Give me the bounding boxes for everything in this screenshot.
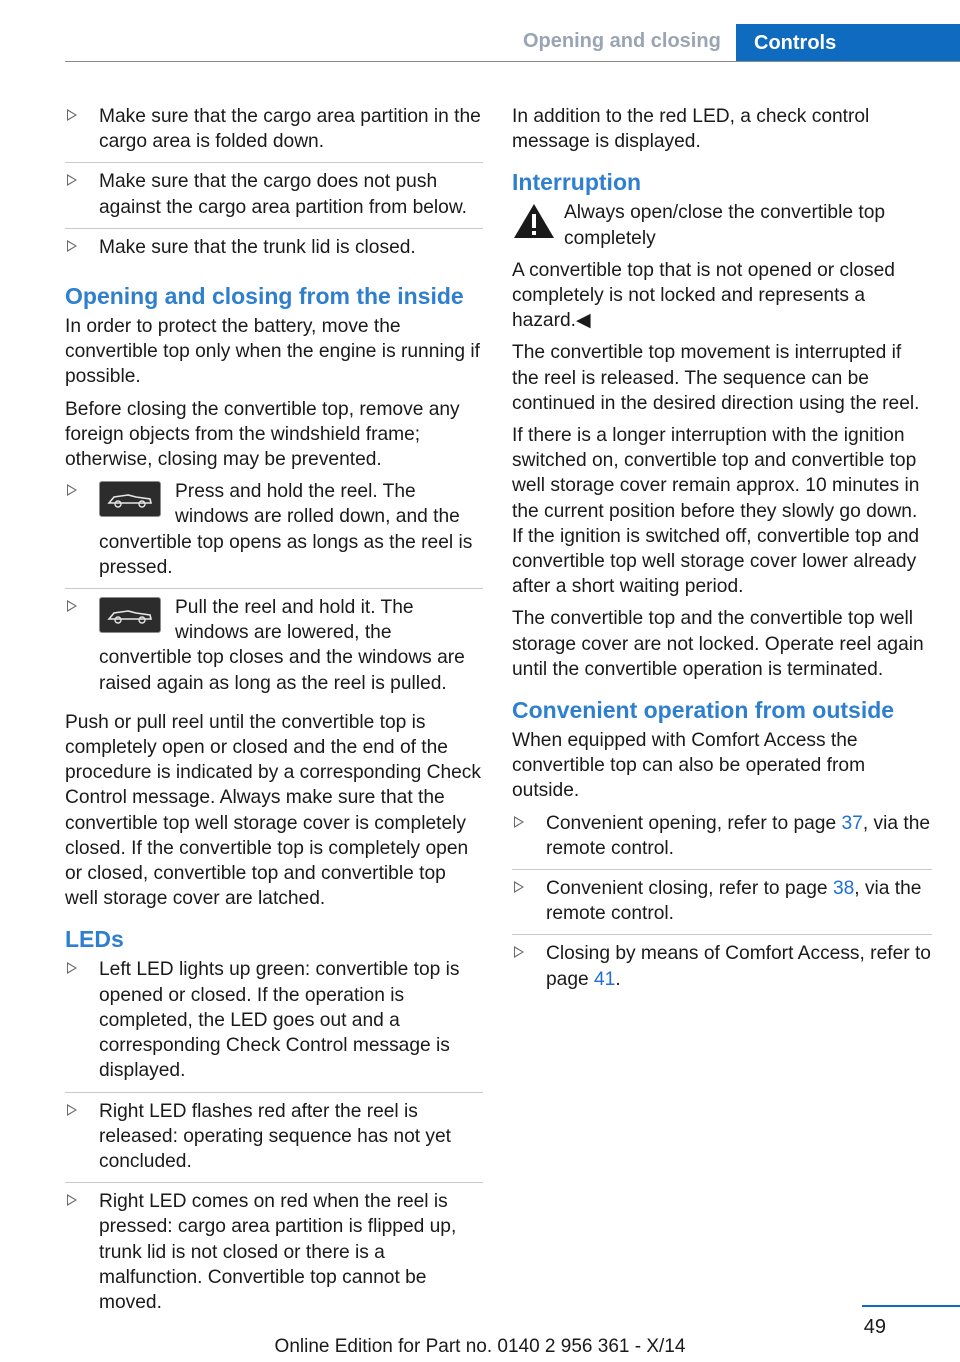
triangle-bullet-icon	[514, 816, 524, 828]
triangle-bullet-icon	[67, 1104, 77, 1116]
warning-title: Always open/close the convertible top completely	[564, 202, 886, 249]
paragraph: When equipped with Comfort Access the convertible top can also be operated from outside.	[512, 730, 866, 802]
warning-note	[512, 200, 932, 333]
paragraph: Before closing the convertible top, remove any foreign objects from the windshield frame; otherwise, closing may be prevented.	[65, 398, 460, 471]
list-item: Convenient opening, refer to page 37, via the remote control.	[512, 811, 932, 870]
header-section-title: Opening and closing	[523, 30, 721, 52]
left-column	[65, 104, 483, 1329]
warning-text: A convertible top that is not opened or closed completely is not locked and represents a hazard.◀	[512, 259, 895, 332]
triangle-bullet-icon	[67, 240, 77, 252]
triangle-bullet-icon	[514, 881, 524, 893]
triangle-bullet-icon	[67, 174, 77, 186]
heading-opening-closing-inside: Opening and closing from the inside	[65, 283, 464, 310]
page-link[interactable]: 38	[832, 878, 855, 900]
paragraph: Push or pull reel until the convertible top is completely open or closed and the end of the procedure is indicated by a corresponding Check Control message. Always make sure that the convertible top well storage cover is completely closed. If the convertible top is completely open or closed, convertible top and convertible top well storage cover are latched.	[65, 711, 481, 910]
edition-line: Online Edition for Part no. 0140 2 956 361 - X/14	[274, 1336, 686, 1357]
paragraph: The convertible top movement is interrupted if the reel is released. The sequence can be continued in the desired direction using the reel.	[512, 342, 920, 414]
triangle-bullet-icon	[67, 484, 77, 496]
triangle-bullet-icon	[67, 962, 77, 974]
heading-convenient-operation: Convenient operation from outside	[512, 697, 895, 724]
list-item: Make sure that the trunk lid is closed.	[65, 235, 483, 268]
precaution-list	[65, 104, 483, 268]
page-header	[65, 24, 960, 62]
list-item: Pull the reel and hold it. The windows are lowered, the convertible top closes and the windows are raised again as long as the reel is pulled.	[65, 595, 483, 704]
right-column	[512, 104, 932, 1006]
page-link[interactable]: 41	[594, 968, 616, 990]
page-link[interactable]: 37	[841, 812, 863, 834]
list-item: Press and hold the reel. The windows are rolled down, and the convertible top opens as longs as the reel is pressed.	[65, 479, 483, 589]
heading-interruption: Interruption	[512, 169, 642, 196]
paragraph: In addition to the red LED, a check control message is displayed.	[512, 106, 870, 153]
paragraph: The convertible top and the convertible top well storage cover are not locked. Operate reel again until the convertible operation is terminated.	[512, 608, 924, 680]
list-item: Make sure that the cargo does not push against the cargo area partition from below.	[65, 169, 483, 228]
triangle-bullet-icon	[67, 600, 77, 612]
list-item: Right LED flashes red after the reel is released: operating sequence has not yet concluded.	[65, 1099, 483, 1184]
outside-list	[512, 811, 932, 1000]
convertible-button-icon	[99, 481, 161, 517]
list-item: Closing by means of Comfort Access, refer to page 41.	[512, 941, 932, 999]
list-item: Make sure that the cargo area partition in the cargo area is folded down.	[65, 104, 483, 163]
led-list	[65, 957, 483, 1323]
paragraph: In order to protect the battery, move the convertible top only when the engine is running if possible.	[65, 316, 480, 388]
warning-triangle-icon	[512, 202, 556, 240]
triangle-bullet-icon	[67, 1194, 77, 1206]
heading-leds: LEDs	[65, 926, 124, 953]
page-number: 49	[863, 1316, 886, 1338]
triangle-bullet-icon	[67, 109, 77, 121]
footer-rule	[862, 1305, 960, 1307]
header-rule	[65, 61, 960, 62]
triangle-bullet-icon	[514, 946, 524, 958]
button-list	[65, 479, 483, 704]
list-item: Right LED comes on red when the reel is pressed: cargo area partition is flipped up, trunk lid is not closed or there is a malfunction. Convertible top cannot be moved.	[65, 1189, 483, 1323]
list-item: Convenient closing, refer to page 38, via the remote control.	[512, 876, 932, 935]
list-item: Left LED lights up green: convertible top is opened or closed. If the operation is completed, the LED goes out and a corresponding Check Control message is displayed.	[65, 957, 483, 1092]
convertible-button-icon	[99, 597, 161, 633]
paragraph: If there is a longer interruption with the ignition switched on, convertible top and convertible top well storage cover remain approx. 10 minutes in the current position before they slowly go down. If the ignition is switched off, convertible top and convertible top well storage cover lower already after a short waiting period.	[512, 425, 920, 598]
header-chapter-tab: Controls	[736, 24, 960, 62]
